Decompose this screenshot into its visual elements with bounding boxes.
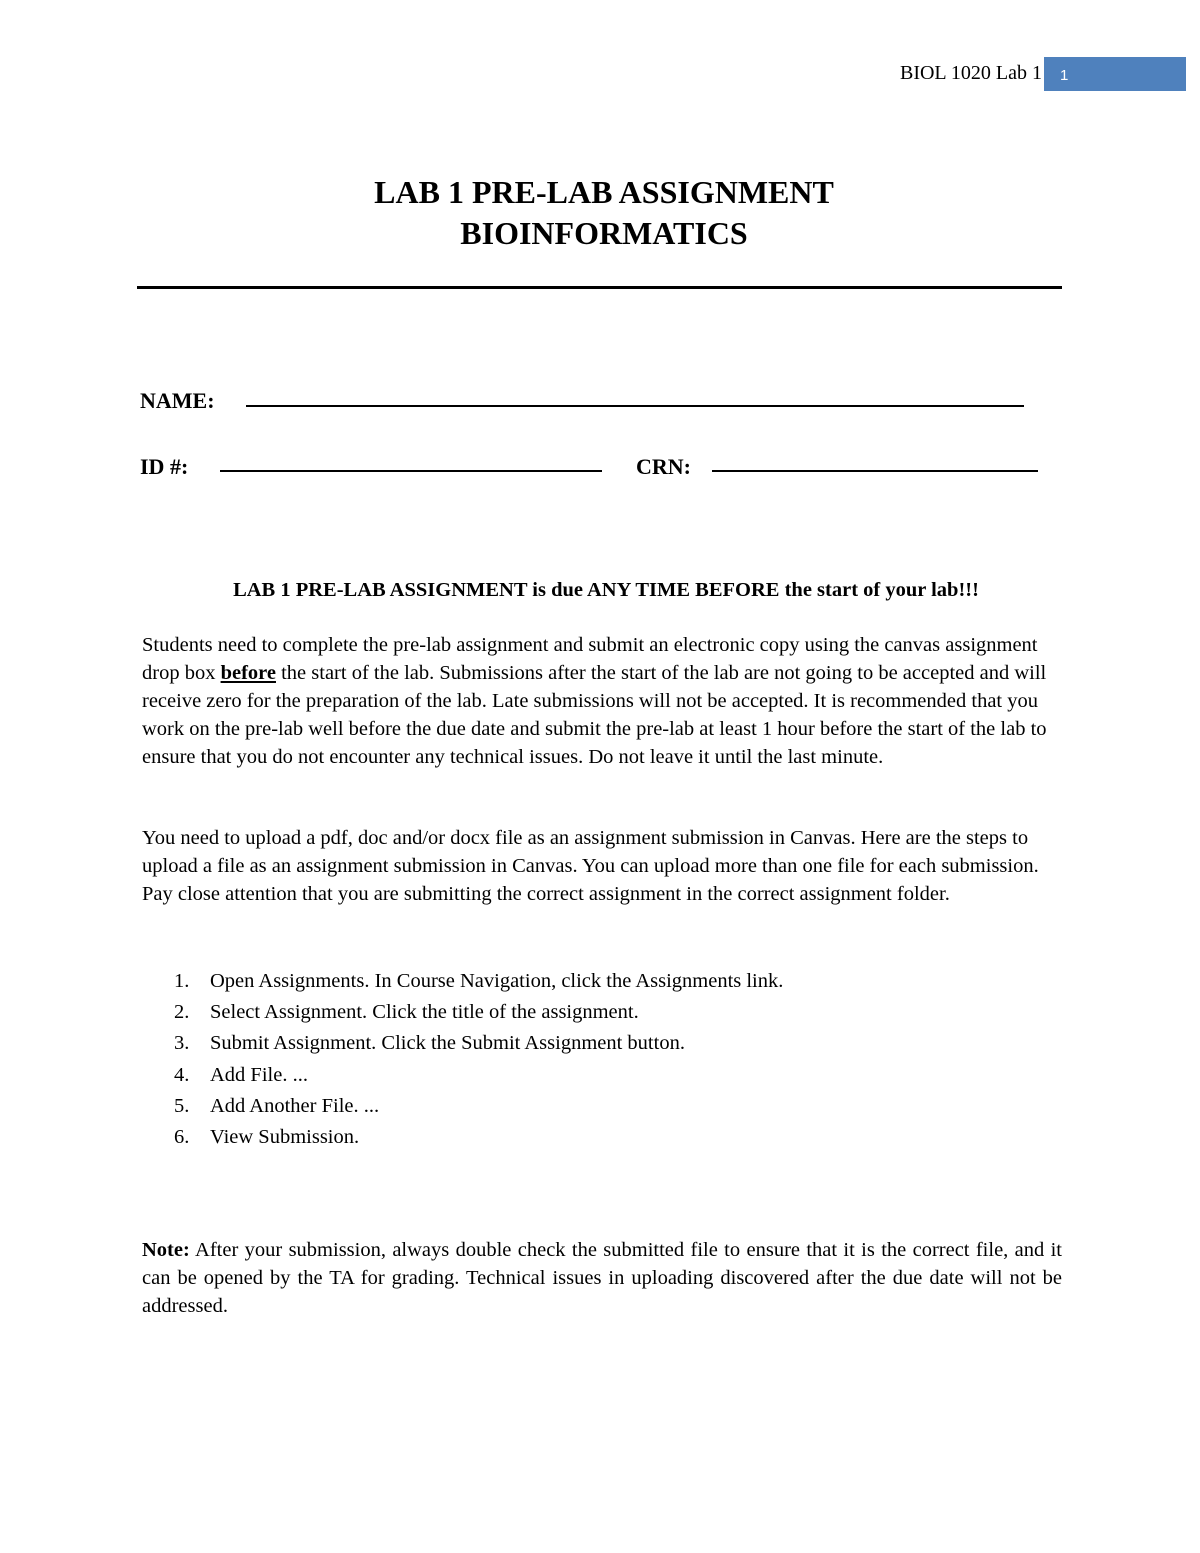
step-number: 4. <box>174 1063 190 1086</box>
note-label: Note: <box>142 1239 190 1261</box>
list-item <box>142 997 783 1028</box>
step-number: 2. <box>174 1001 190 1024</box>
crn-field-line[interactable] <box>712 470 1038 472</box>
para1-text-start: Students need to complete the pre-lab assignment and submit an electronic copy using the canvas assignment drop box <box>142 634 1038 684</box>
due-notice: LAB 1 PRE-LAB ASSIGNMENT is due ANY TIME BEFORE the start of your lab!!! <box>233 579 979 601</box>
note-text: After your submission, always double check the submitted file to ensure that it is the correct file, and it can be opened by the TA for grading. Technical issues in uploading discovered after the due date will not be addressed. <box>142 1239 1062 1317</box>
document-title: LAB 1 PRE-LAB ASSIGNMENT <box>374 174 834 210</box>
name-field-line[interactable] <box>246 405 1024 407</box>
id-label: ID #: <box>140 454 189 479</box>
crn-label: CRN: <box>636 454 691 479</box>
step-number: 5. <box>174 1094 190 1117</box>
step-number: 1. <box>174 970 190 992</box>
list-item <box>142 1028 783 1059</box>
page-number-badge: 1 <box>1044 57 1186 91</box>
step-text: Add File. ... <box>210 1063 308 1086</box>
before-emphasis: before <box>220 662 276 684</box>
step-number: 3. <box>174 1032 190 1055</box>
note-paragraph <box>142 1236 1062 1320</box>
list-item <box>142 1122 783 1153</box>
list-item <box>142 1091 783 1122</box>
instructions-paragraph-1 <box>142 631 1062 771</box>
document-subtitle: BIOINFORMATICS <box>460 215 748 251</box>
instructions-paragraph-2: You need to upload a pdf, doc and/or docx file as an assignment submission in Canvas. Here are the steps to upload a file as an assignment submission in Canvas. You can upload more than one file for each submission. Pay close attention that you are submitting the correct assignment in the correct assignment folder. <box>142 827 1039 905</box>
name-label: NAME: <box>140 388 215 413</box>
para1-text-end: the start of the lab. Submissions after the start of the lab are not going to be accepted and will receive zero for the preparation of the lab. Late submissions will not be accepted. It is recommended that you work on the pre-lab well before the due date and submit the pre-lab at least 1 hour before the start of the lab to ensure that you do not encounter any technical issues. Do not leave it until the last minute. <box>142 662 1047 768</box>
step-text: View Submission. <box>210 1126 360 1149</box>
step-text: Add Another File. ... <box>210 1094 380 1117</box>
id-field-line[interactable] <box>220 470 602 472</box>
step-number: 6. <box>174 1126 190 1149</box>
list-item <box>142 966 783 997</box>
upload-steps-list <box>142 966 783 1153</box>
step-text: Open Assignments. In Course Navigation, click the Assignments link. <box>210 970 784 992</box>
title-divider <box>137 286 1062 289</box>
step-text: Select Assignment. Click the title of the assignment. <box>210 1001 639 1024</box>
running-header: BIOL 1020 Lab 1 <box>899 62 1042 84</box>
list-item <box>142 1060 783 1091</box>
step-text: Submit Assignment. Click the Submit Assignment button. <box>210 1032 685 1055</box>
